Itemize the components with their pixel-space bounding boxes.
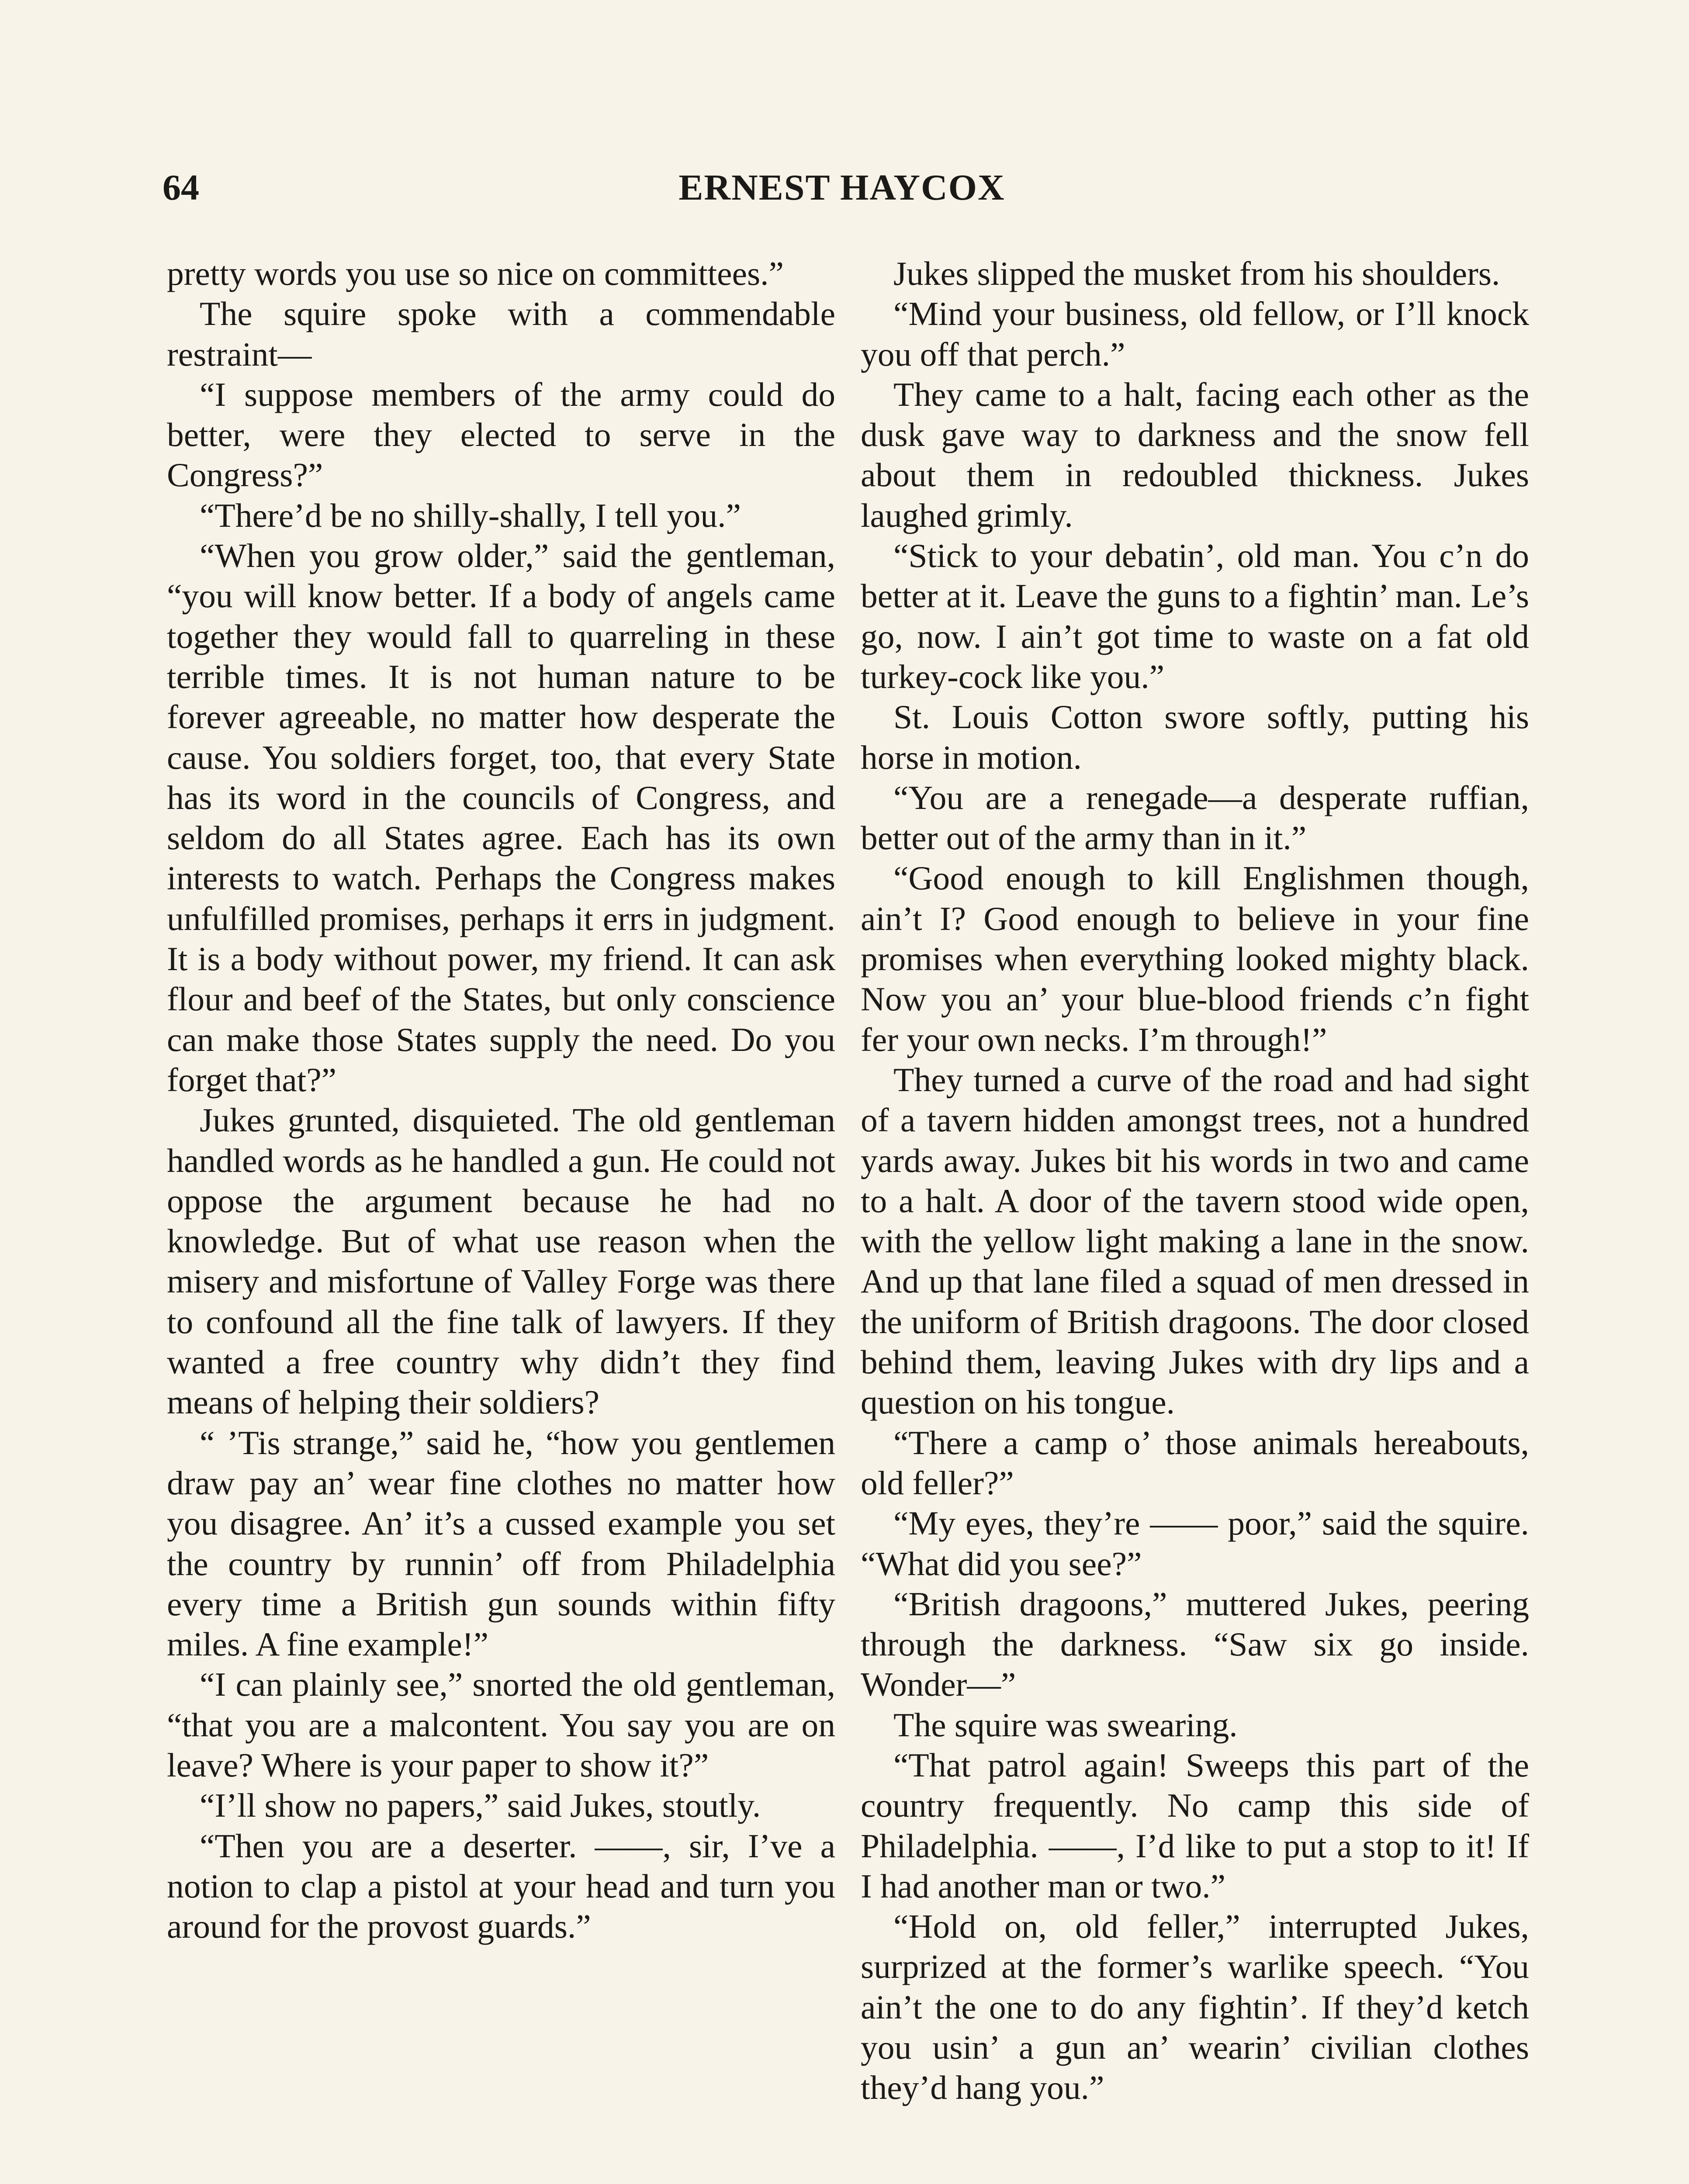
running-head: ERNEST HAYCOX xyxy=(678,167,1005,208)
paragraph: “My eyes, they’re —— poor,” said the squire. “What did you see?” xyxy=(861,1504,1529,1583)
paragraph: “There a camp o’ those animals hereabouts, old feller?” xyxy=(861,1424,1529,1502)
paragraph: “British dragoons,” muttered Jukes, peering through the darkness. “Saw six go inside. Wonder—” xyxy=(861,1585,1529,1704)
paragraph: “Then you are a deserter. ——, sir, I’ve a notion to clap a pistol at your head and turn you around for the provost guards.” xyxy=(167,1827,835,1946)
paragraph: Jukes slipped the musket from his shoulders. xyxy=(893,255,1500,292)
paragraph: “That patrol again! Sweeps this part of the country frequently. No camp this side of Philadelphia. ——, I’d like to put a stop to it! If I had another man or two.” xyxy=(861,1746,1529,1905)
page-number: 64 xyxy=(163,167,199,208)
left-column xyxy=(167,253,835,1946)
paragraph: pretty words you use so nice on committees.” xyxy=(167,255,784,292)
paragraph: “You are a renegade—a desperate ruffian, better out of the army than in it.” xyxy=(861,778,1529,857)
paragraph: Jukes grunted, disquieted. The old gentleman handled words as he handled a gun. He could not oppose the argument because he had no knowledge. But of what use reason when the misery and misfortune of Valley Forge was there to confound all the fine talk of lawyers. If they wanted a free country why didn’t they find means of helping their soldiers? xyxy=(167,1101,835,1421)
page-header xyxy=(163,164,1521,212)
paragraph: “Stick to your debatin’, old man. You c’n do better at it. Leave the guns to a fightin’ man. Le’s go, now. I ain’t got time to waste on a fat old turkey-cock like you.” xyxy=(861,537,1529,695)
paragraph: The squire spoke with a commendable restraint— xyxy=(167,295,835,373)
paragraph: The squire was swearing. xyxy=(893,1706,1238,1744)
paragraph: “I can plainly see,” snorted the old gentleman, “that you are a malcontent. You say you are on leave? Where is your paper to show it?” xyxy=(167,1666,835,1784)
paragraph: “I’ll show no papers,” said Jukes, stoutly. xyxy=(200,1787,761,1825)
paragraph: They came to a halt, facing each other as the dusk gave way to darkness and the snow fell about them in redoubled thickness. Jukes laughed grimly. xyxy=(861,375,1529,534)
paragraph: “When you grow older,” said the gentleman, “you will know better. If a body of angels came together they would fall to quarreling in these terrible times. It is not human nature to be forever agreeable, no matter how desperate the cause. You soldiers forget, too, that every State has its word in the councils of Congress, and seldom do all States agree. Each has its own interests to watch. Perhaps the Congress makes unfulfilled promises, perhaps it errs in judgment. It is a body without power, my friend. It can ask flour and beef of the States, but only conscience can make those States supply the need. Do you forget that?” xyxy=(167,537,835,1099)
paragraph: They turned a curve of the road and had sight of a tavern hidden amongst trees, not a hundred yards away. Jukes bit his words in two and came to a halt. A door of the tavern stood wide open, with the yellow light making a lane in the snow. And up that lane filed a squad of men dressed in the uniform of British dragoons. The door closed behind them, leaving Jukes with dry lips and a question on his tongue. xyxy=(861,1061,1529,1421)
paragraph: “I suppose members of the army could do better, were they elected to serve in the Congress?” xyxy=(167,375,835,494)
paragraph: “There’d be no shilly-shally, I tell you.” xyxy=(200,496,741,534)
paragraph: “Mind your business, old fellow, or I’ll knock you off that perch.” xyxy=(861,295,1529,373)
paragraph: “Hold on, old feller,” interrupted Jukes, surprized at the former’s warlike speech. “You ain’t the one to do any fightin’. If they’d ketch you usin’ a gun an’ wearin’ civilian clothes they’d hang you.” xyxy=(861,1908,1529,2107)
paragraph: “ ’Tis strange,” said he, “how you gentlemen draw pay an’ wear fine clothes no matter how you disagree. An’ it’s a cussed example you set the country by runnin’ off from Philadelphia every time a British gun sounds within fifty miles. A fine example!” xyxy=(167,1424,835,1663)
paragraph: “Good enough to kill Englishmen though, ain’t I? Good enough to believe in your fine promises when everything looked mighty black. Now you an’ your blue-blood friends c’n fight fer your own necks. I’m through!” xyxy=(861,859,1529,1058)
right-column xyxy=(861,253,1529,2108)
paragraph: St. Louis Cotton swore softly, putting his horse in motion. xyxy=(861,698,1529,776)
